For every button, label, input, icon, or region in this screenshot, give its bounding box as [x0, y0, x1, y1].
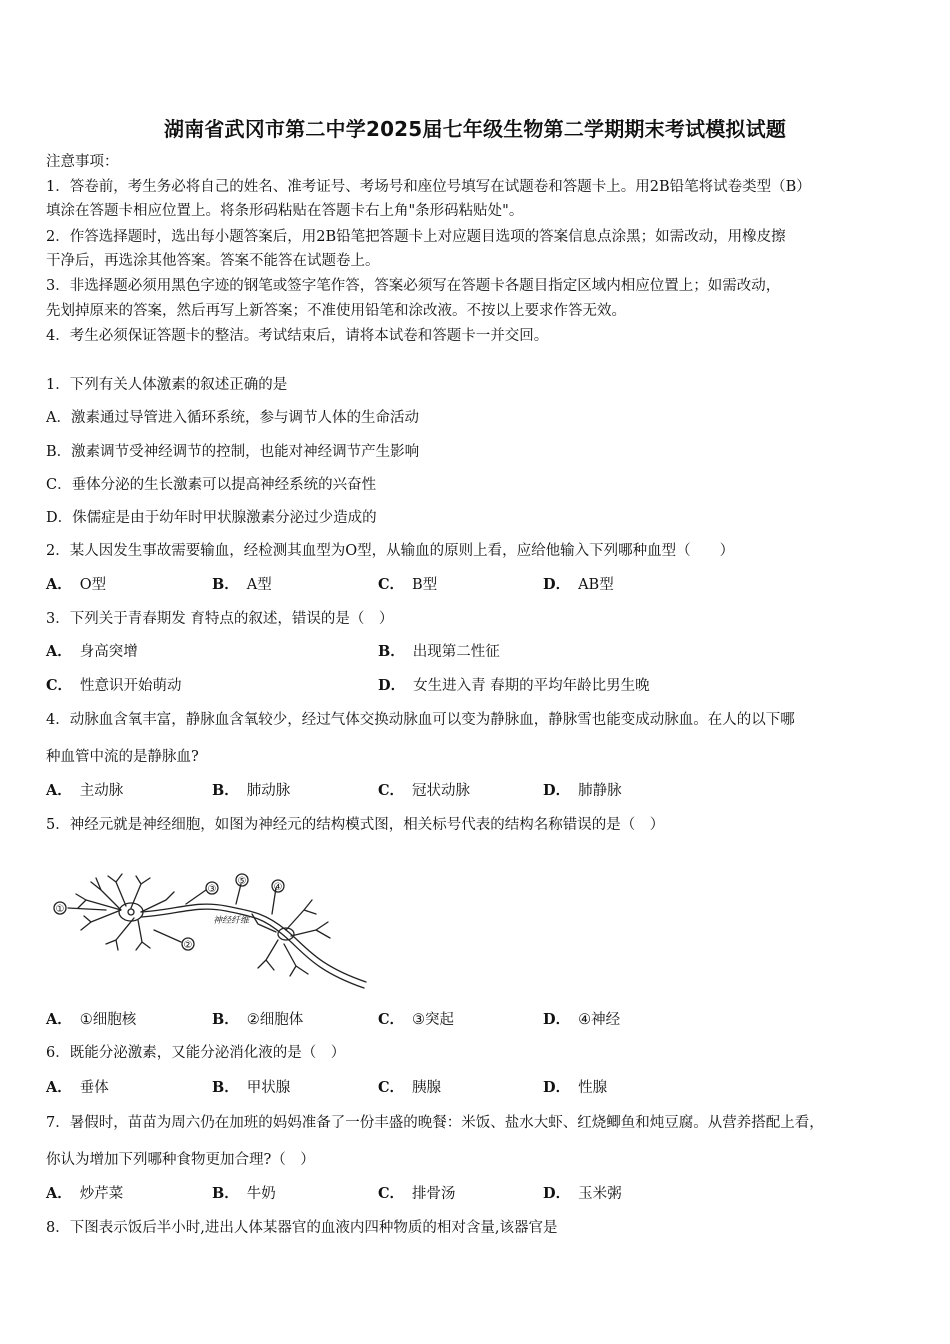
question-7-option-b: B． 牛奶	[212, 1185, 276, 1202]
figure-label-4: ④	[273, 882, 283, 893]
question-5-option-d: D． ④神经	[543, 1011, 621, 1028]
question-7-option-a: A． 炒芹菜	[46, 1185, 124, 1202]
question-5-stem: 5．神经元就是神经细胞，如图为神经元的结构模式图，相关标号代表的结构名称错误的是（ ）	[46, 817, 665, 833]
question-5-option-c: C． ③突起	[378, 1011, 455, 1028]
figure-label-2: ②	[183, 940, 193, 951]
question-2-option-c: C． B型	[378, 576, 438, 593]
figure-caption: 神经纤维	[212, 916, 250, 926]
question-3-option-d: D． 女生进入青 春期的平均年龄比男生晚	[378, 677, 650, 694]
neuron-diagram	[46, 870, 376, 995]
question-6-option-d: D． 性腺	[543, 1079, 608, 1096]
question-1-option-d: D．侏儒症是由于幼年时甲状腺激素分泌过少造成的	[46, 510, 377, 526]
question-3-option-c: C． 性意识开始萌动	[46, 677, 182, 694]
question-2-option-a: A． O型	[46, 576, 107, 593]
question-3-option-a: A． 身高突增	[46, 643, 138, 660]
question-4-option-a: A． 主动脉	[46, 782, 124, 799]
question-4-option-c: C． 冠状动脉	[378, 782, 471, 799]
question-6-option-a: A． 垂体	[46, 1079, 109, 1096]
question-6-option-c: C． 胰腺	[378, 1079, 442, 1096]
notice-line: 干净后，再选涂其他答案。答案不能答在试题卷上。	[46, 253, 380, 269]
question-8-stem: 8．下图表示饭后半小时,进出人体某器官的血液内四种物质的相对含量,该器官是	[46, 1220, 558, 1236]
question-5-option-b: B． ②细胞体	[212, 1011, 304, 1028]
question-5-option-a: A． ①细胞核	[46, 1011, 137, 1028]
question-4-stem-cont: 种血管中流的是静脉血?	[46, 749, 199, 765]
question-2-option-d: D． AB型	[543, 576, 614, 593]
question-3-stem: 3．下列关于青春期发 育特点的叙述，错误的是（ ）	[46, 611, 394, 627]
notice-line: 1．答卷前，考生务必将自己的姓名、准考证号、考场号和座位号填写在试题卷和答题卡上。用2B铅笔将试卷类型（B）	[46, 179, 811, 195]
question-6-stem: 6．既能分泌激素，又能分泌消化液的是（ ）	[46, 1045, 346, 1061]
question-3-option-b: B． 出现第二性征	[378, 643, 500, 660]
question-6-option-b: B． 甲状腺	[212, 1079, 291, 1096]
page-title: 湖南省武冈市第二中学2025届七年级生物第二学期期末考试模拟试题	[163, 117, 787, 141]
question-1-option-b: B．激素调节受神经调节的控制，也能对神经调节产生影响	[46, 444, 420, 460]
notice-line: 先划掉原来的答案，然后再写上新答案；不准使用铅笔和涂改液。不按以上要求作答无效。	[46, 303, 626, 319]
question-4-stem: 4．动脉血含氧丰富，静脉血含氧较少，经过气体交换动脉血可以变为静脉血，静脉雪也能变成动脉血。在人的以下哪	[46, 712, 795, 728]
question-1-option-c: C．垂体分泌的生长激素可以提高神经系统的兴奋性	[46, 477, 377, 493]
question-2-stem: 2．某人因发生事故需要输血，经检测其血型为O型，从输血的原则上看，应给他输入下列哪种血型（ ）	[46, 543, 735, 559]
figure-label-5: ⑤	[237, 876, 247, 887]
question-7-option-d: D． 玉米粥	[543, 1185, 622, 1202]
notice-line: 2．作答选择题时，选出每小题答案后，用2B铅笔把答题卡上对应题目选项的答案信息点涂黑；如需改动，用橡皮擦	[46, 229, 786, 245]
notice-line: 填涂在答题卡相应位置上。将条形码粘贴在答题卡右上角"条形码粘贴处"。	[46, 203, 524, 219]
question-4-option-d: D． 肺静脉	[543, 782, 622, 799]
figure-label-1: ①	[55, 904, 65, 915]
question-2-option-b: B． A型	[212, 576, 272, 593]
question-1-stem: 1．下列有关人体激素的叙述正确的是	[46, 377, 288, 393]
question-7-stem: 7．暑假时，苗苗为周六仍在加班的妈妈准备了一份丰盛的晚餐：米饭、盐水大虾、红烧鲫鱼和炖豆腐。从营养搭配上看，	[46, 1115, 824, 1131]
question-1-option-a: A．激素通过导管进入循环系统，参与调节人体的生命活动	[46, 410, 419, 426]
notice-line: 3．非选择题必须用黑色字迹的钢笔或签字笔作答，答案必须写在答题卡各题目指定区域内相应位置上；如需改动，	[46, 278, 781, 294]
notice-line: 4．考生必须保证答题卡的整洁。考试结束后，请将本试卷和答题卡一并交回。	[46, 328, 549, 344]
figure-label-3: ③	[207, 884, 217, 895]
question-7-option-c: C． 排骨汤	[378, 1185, 456, 1202]
question-4-option-b: B． 肺动脉	[212, 782, 291, 799]
notice-heading: 注意事项：	[46, 154, 119, 170]
question-7-stem-cont: 你认为增加下列哪种食物更加合理?（ ）	[46, 1152, 315, 1168]
